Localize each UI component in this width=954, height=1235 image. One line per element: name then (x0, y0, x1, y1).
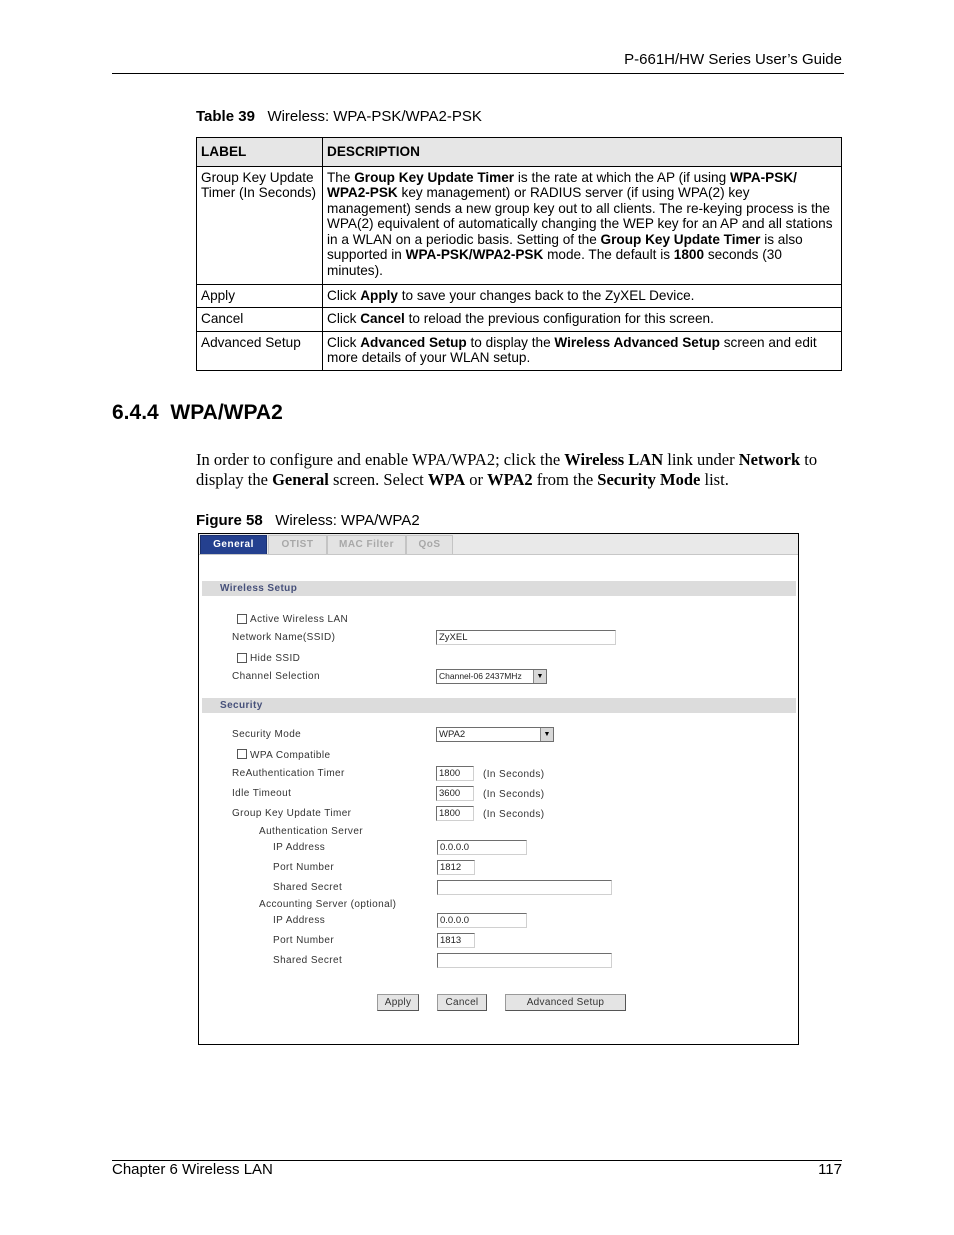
section-heading (112, 401, 283, 425)
row-label: Group Key Update Timer (In Seconds) (197, 166, 323, 284)
idle-timeout-label: Idle Timeout (232, 788, 292, 799)
tab-bar (199, 534, 798, 555)
network-name-label: Network Name(SSID) (232, 632, 336, 643)
security-mode-label: Security Mode (232, 729, 302, 740)
table-row (197, 331, 842, 370)
hide-ssid-checkbox[interactable] (237, 653, 247, 663)
row-description: Click Advanced Setup to display the Wireless Advanced Setup screen and edit more details of your WLAN setup. (323, 331, 842, 370)
auth-ip-label: IP Address (273, 842, 326, 853)
chevron-down-icon: ▼ (533, 670, 546, 683)
auth-port-input[interactable]: 1812 (437, 860, 475, 875)
acct-server-label: Accounting Server (optional) (259, 899, 397, 910)
table-row (197, 284, 842, 308)
table-row (197, 166, 842, 284)
row-label: Cancel (197, 308, 323, 332)
channel-select-value: Channel-06 2437MHz (439, 671, 522, 681)
channel-select[interactable] (436, 669, 547, 684)
active-wlan-label: Active Wireless LAN (250, 614, 349, 625)
description-table (196, 137, 842, 371)
acct-secret-input[interactable] (437, 953, 612, 968)
page-number: 117 (818, 1161, 842, 1178)
acct-port-input[interactable]: 1813 (437, 933, 475, 948)
row-label: Apply (197, 284, 323, 308)
wireless-settings-screen (198, 533, 799, 1045)
table-number: Table 39 (196, 108, 255, 125)
section-number: 6.4.4 (112, 401, 159, 424)
security-mode-value: WPA2 (439, 729, 466, 740)
wireless-setup-header: Wireless Setup (202, 581, 796, 596)
row-description: Click Cancel to reload the previous configuration for this screen. (323, 308, 842, 332)
reauth-timer-input[interactable]: 1800 (436, 766, 474, 781)
auth-ip-input[interactable]: 0.0.0.0 (437, 840, 527, 855)
row-label: Advanced Setup (197, 331, 323, 370)
figure-title: Wireless: WPA/WPA2 (275, 512, 420, 529)
acct-ip-label: IP Address (273, 915, 326, 926)
network-name-input[interactable]: ZyXEL (436, 630, 616, 645)
tab-otist[interactable]: OTIST (268, 535, 327, 554)
section-title: WPA/WPA2 (170, 401, 283, 424)
security-header: Security (202, 698, 796, 713)
auth-server-label: Authentication Server (259, 826, 364, 837)
acct-ip-input[interactable]: 0.0.0.0 (437, 913, 527, 928)
chevron-down-icon: ▼ (540, 728, 553, 741)
table-title: Wireless: WPA-PSK/WPA2-PSK (267, 108, 482, 125)
acct-secret-label: Shared Secret (273, 955, 343, 966)
running-header: P-661H/HW Series User’s Guide (624, 51, 842, 68)
advanced-setup-button[interactable]: Advanced Setup (505, 994, 626, 1011)
active-wlan-checkbox[interactable] (237, 614, 247, 624)
idle-timeout-unit: (In Seconds) (483, 789, 545, 800)
table-header-row (197, 138, 842, 167)
security-mode-select[interactable] (436, 727, 554, 742)
footer-chapter: Chapter 6 Wireless LAN (112, 1161, 273, 1178)
auth-secret-label: Shared Secret (273, 882, 343, 893)
acct-port-label: Port Number (273, 935, 335, 946)
row-description: The Group Key Update Timer is the rate at which the AP (if using WPA-PSK/ WPA2-PSK key management) or RADIUS server (if using WPA(2) key management) sends a new group key out to all clients. The re-keying process is the WPA(2) equivalent of automatically changing the WEP key for an AP and all stations in a WLAN on a periodic basis. Setting of the Group Key Update Timer is also supported in WPA-PSK/WPA2-PSK mode. The default is 1800 seconds (30 minutes). (323, 166, 842, 284)
idle-timeout-input[interactable]: 3600 (436, 786, 474, 801)
apply-button[interactable]: Apply (377, 994, 419, 1011)
channel-label: Channel Selection (232, 671, 320, 682)
body-paragraph: In order to configure and enable WPA/WPA2; click the Wireless LAN link under Network to display the General screen. Select WPA or WPA2 from the Security Mode list. (196, 450, 818, 489)
row-description: Click Apply to save your changes back to the ZyXEL Device. (323, 284, 842, 308)
header-rule (112, 73, 844, 74)
wpa-compatible-label: WPA Compatible (250, 750, 331, 761)
auth-port-label: Port Number (273, 862, 335, 873)
figure-caption (196, 512, 420, 529)
table-row (197, 308, 842, 332)
wpa-compatible-checkbox[interactable] (237, 749, 247, 759)
tab-general[interactable]: General (200, 535, 267, 554)
table-caption (196, 108, 482, 125)
auth-secret-input[interactable] (437, 880, 612, 895)
col-header-label: LABEL (197, 138, 323, 167)
tab-qos[interactable]: QoS (406, 535, 453, 554)
col-header-description: DESCRIPTION (323, 138, 842, 167)
reauth-unit: (In Seconds) (483, 769, 545, 780)
group-key-timer-input[interactable]: 1800 (436, 806, 474, 821)
reauth-timer-label: ReAuthentication Timer (232, 768, 345, 779)
group-key-timer-label: Group Key Update Timer (232, 808, 352, 819)
cancel-button[interactable]: Cancel (437, 994, 487, 1011)
figure-number: Figure 58 (196, 512, 263, 529)
hide-ssid-label: Hide SSID (250, 653, 301, 664)
group-key-timer-unit: (In Seconds) (483, 809, 545, 820)
tab-mac-filter[interactable]: MAC Filter (327, 535, 406, 554)
